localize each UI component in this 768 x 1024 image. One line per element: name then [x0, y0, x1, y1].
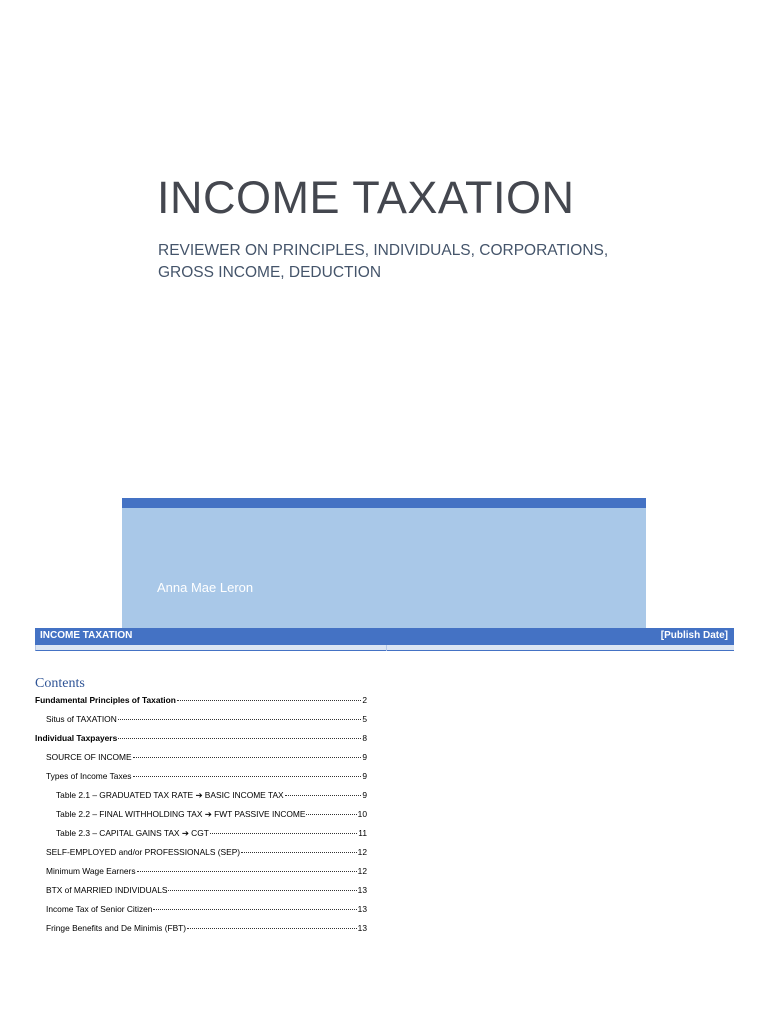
toc-leader-dots [177, 700, 361, 701]
toc-leader-dots [118, 738, 361, 739]
toc-leader-dots [137, 871, 357, 872]
toc-entry-text[interactable]: Situs of TAXATION [46, 714, 117, 724]
toc-entry-text[interactable]: SOURCE OF INCOME [46, 752, 132, 762]
toc-entry-text[interactable]: Individual Taxpayers [35, 733, 118, 743]
toc-entry[interactable] [35, 828, 367, 847]
toc-entry-page[interactable]: 13 [357, 923, 367, 933]
toc-entry-text[interactable]: Fundamental Principles of Taxation [35, 695, 176, 705]
author-box-accent-bar [122, 498, 646, 508]
toc-leader-dots [133, 757, 362, 758]
toc-leader-dots [285, 795, 362, 796]
toc-entry-text[interactable]: Types of Income Taxes [46, 771, 132, 781]
header-underline [35, 645, 734, 651]
header-publish-date[interactable]: [Publish Date] [660, 630, 728, 641]
toc-entry-text[interactable]: Table 2.1 – GRADUATED TAX RATE ➔ BASIC INCOME TAX [56, 790, 284, 800]
page-header-bar [35, 628, 734, 645]
toc-leader-dots [210, 833, 357, 834]
toc-entry[interactable] [35, 733, 367, 752]
author-name: Anna Mae Leron [157, 580, 254, 595]
toc-entry[interactable] [35, 866, 367, 885]
toc-entry-page[interactable]: 13 [357, 885, 367, 895]
toc-entry[interactable] [35, 885, 367, 904]
header-title: INCOME TAXATION [40, 630, 133, 641]
toc-entry-page[interactable]: 9 [362, 790, 367, 800]
toc-entry[interactable] [35, 714, 367, 733]
toc-entry-text[interactable]: Fringe Benefits and De Minimis (FBT) [46, 923, 187, 933]
toc-entry-text[interactable]: Minimum Wage Earners [46, 866, 136, 876]
toc-entry[interactable] [35, 923, 367, 942]
toc-entry-page[interactable]: 2 [362, 695, 367, 705]
toc-leader-dots [168, 890, 356, 891]
toc-leader-dots [187, 928, 357, 929]
author-box [122, 498, 646, 629]
toc-entry-page[interactable]: 8 [362, 733, 367, 743]
toc-leader-dots [118, 719, 362, 720]
toc-entry[interactable] [35, 904, 367, 923]
toc-entry-text[interactable]: Table 2.2 – FINAL WITHHOLDING TAX ➔ FWT PASSIVE INCOME [56, 809, 306, 819]
toc-entry-page[interactable]: 9 [362, 771, 367, 781]
toc-leader-dots [241, 852, 357, 853]
toc-entry-text[interactable]: SELF-EMPLOYED and/or PROFESSIONALS (SEP) [46, 847, 241, 857]
toc-entry[interactable] [35, 790, 367, 809]
table-of-contents [35, 695, 367, 942]
toc-entry[interactable] [35, 695, 367, 714]
contents-heading: Contents [35, 676, 85, 691]
toc-entry[interactable] [35, 752, 367, 771]
header-divider [386, 645, 387, 651]
toc-entry-page[interactable]: 13 [357, 904, 367, 914]
toc-entry-text[interactable]: Table 2.3 – CAPITAL GAINS TAX ➔ CGT [56, 828, 209, 838]
toc-entry[interactable] [35, 809, 367, 828]
toc-entry-page[interactable]: 10 [357, 809, 367, 819]
toc-entry-text[interactable]: Income Tax of Senior Citizen [46, 904, 153, 914]
toc-entry-page[interactable]: 9 [362, 752, 367, 762]
toc-entry-page[interactable]: 11 [358, 828, 367, 838]
document-subtitle: REVIEWER ON PRINCIPLES, INDIVIDUALS, CORPORATIONS, GROSS INCOME, DEDUCTION [158, 242, 609, 281]
toc-entry-page[interactable]: 12 [357, 847, 367, 857]
toc-entry[interactable] [35, 847, 367, 866]
toc-leader-dots [306, 814, 356, 815]
document-title: INCOME TAXATION [157, 172, 575, 223]
toc-leader-dots [133, 776, 362, 777]
toc-entry-page[interactable]: 12 [357, 866, 367, 876]
toc-entry-page[interactable]: 5 [362, 714, 367, 724]
header-strip [36, 645, 734, 650]
toc-entry-text[interactable]: BTX of MARRIED INDIVIDUALS [46, 885, 168, 895]
toc-leader-dots [153, 909, 356, 910]
toc-entry[interactable] [35, 771, 367, 790]
